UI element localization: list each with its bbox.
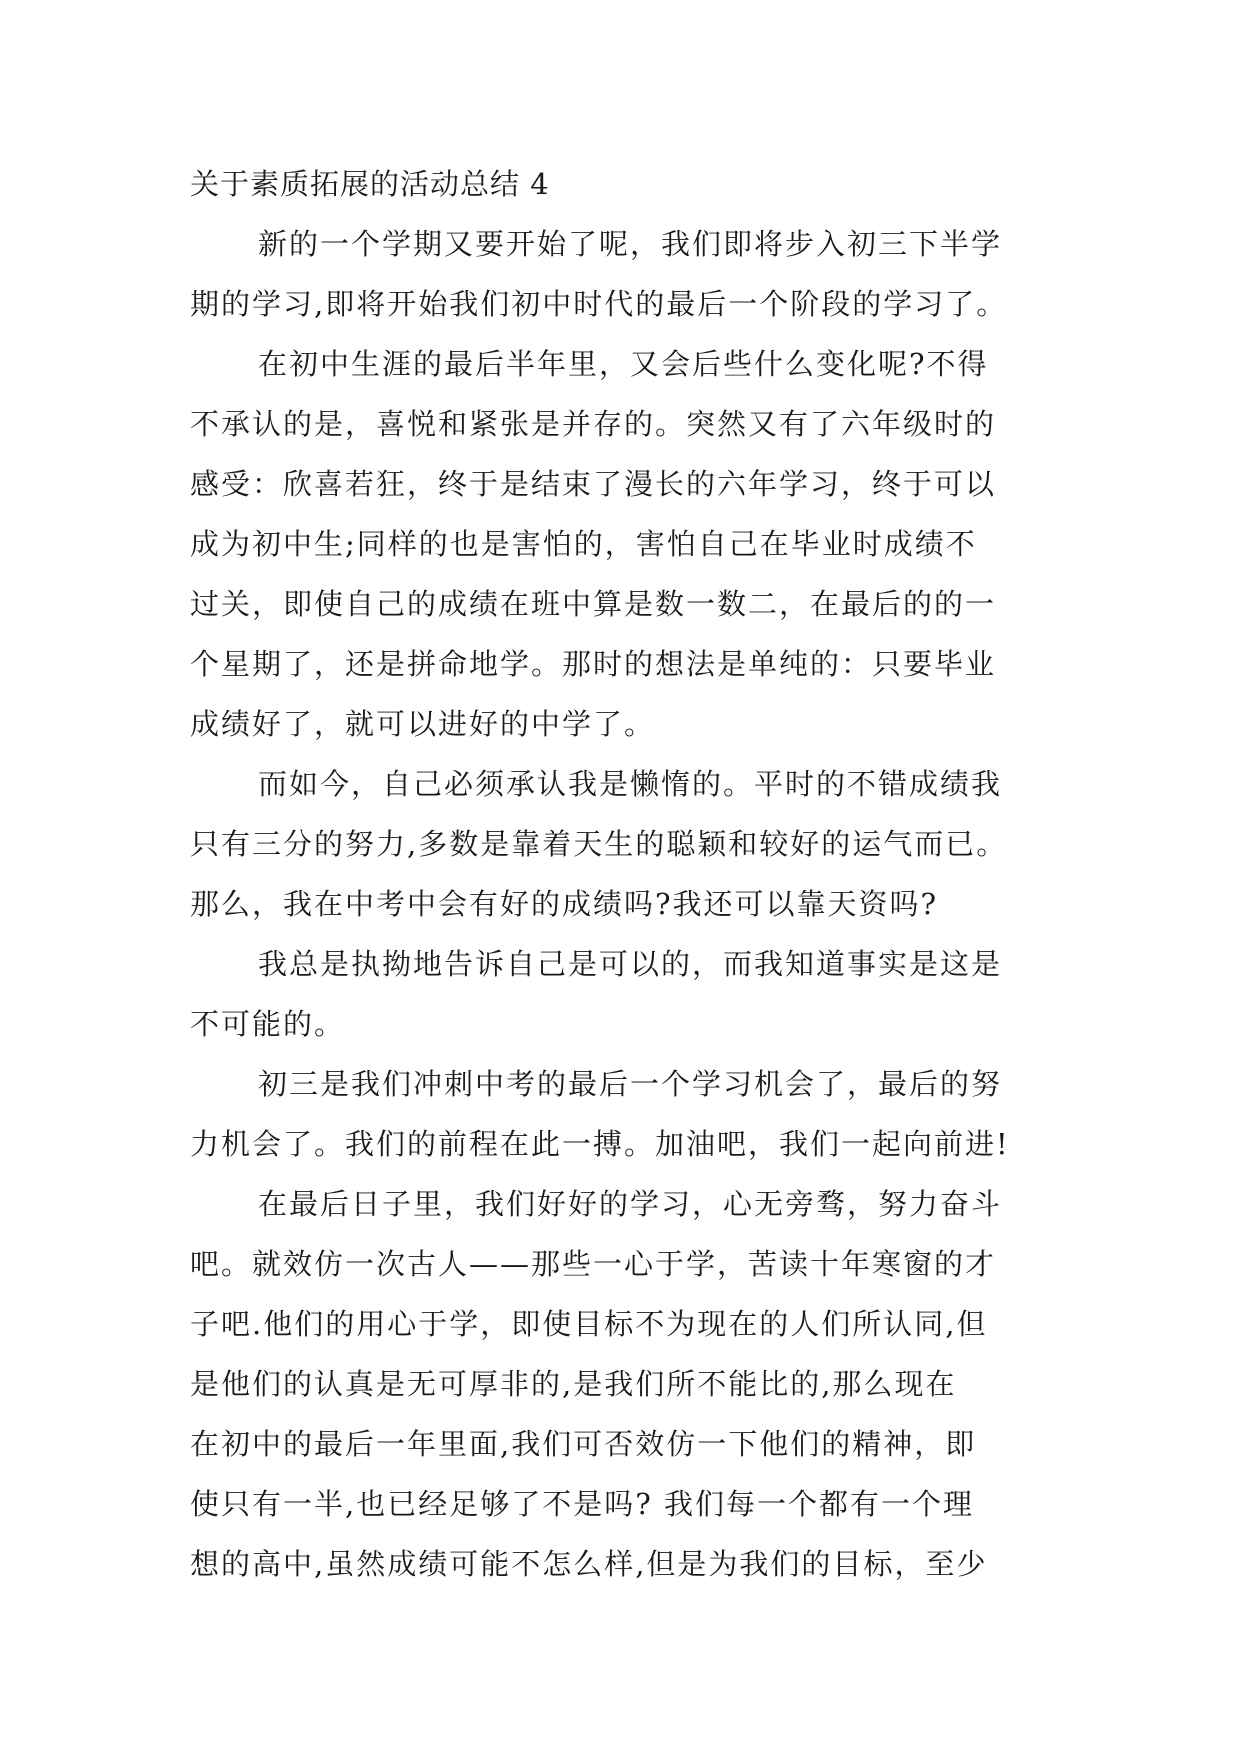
paragraph-line: 我总是执拗地告诉自己是可以的，而我知道事实是这是 xyxy=(258,947,1003,981)
paragraph-line: 力机会了。我们的前程在此一搏。加油吧，我们一起向前进! xyxy=(190,1127,1010,1161)
paragraph-line: 在最后日子里，我们好好的学习，心无旁骛，努力奋斗 xyxy=(258,1187,1003,1221)
paragraph-line: 吧。就效仿一次古人——那些一心于学，苦读十年寒窗的才 xyxy=(190,1247,997,1281)
paragraph-line: 那么，我在中考中会有好的成绩吗?我还可以靠天资吗? xyxy=(190,887,939,921)
paragraph-line: 不可能的。 xyxy=(190,1007,346,1041)
paragraph-line: 期的学习,即将开始我们初中时代的最后一个阶段的学习了。 xyxy=(190,287,1008,321)
paragraph-line: 是他们的认真是无可厚非的,是我们所不能比的,那么现在 xyxy=(190,1367,957,1401)
paragraph-line: 在初中的最后一年里面,我们可否效仿一下他们的精神，即 xyxy=(190,1427,977,1461)
paragraph-line: 新的一个学期又要开始了呢，我们即将步入初三下半学 xyxy=(258,227,1003,261)
paragraph-line: 使只有一半,也已经足够了不是吗? 我们每一个都有一个理 xyxy=(190,1487,974,1521)
paragraph-line: 感受：欣喜若狂，终于是结束了漫长的六年学习，终于可以 xyxy=(190,467,997,501)
paragraph-line: 个星期了，还是拼命地学。那时的想法是单纯的：只要毕业 xyxy=(190,647,997,681)
paragraph-line: 成绩好了，就可以进好的中学了。 xyxy=(190,707,656,741)
paragraph-line: 想的高中,虽然成绩可能不怎么样,但是为我们的目标，至少 xyxy=(190,1547,988,1581)
paragraph-line: 不承认的是，喜悦和紧张是并存的。突然又有了六年级时的 xyxy=(190,407,997,441)
paragraph-line: 在初中生涯的最后半年里，又会后些什么变化呢?不得 xyxy=(258,347,989,381)
document-body xyxy=(190,160,1050,1600)
paragraph-line: 而如今，自己必须承认我是懒惰的。平时的不错成绩我 xyxy=(258,767,1003,801)
paragraph-line: 成为初中生;同样的也是害怕的，害怕自己在毕业时成绩不 xyxy=(190,527,977,561)
paragraph-line: 过关，即使自己的成绩在班中算是数一数二，在最后的的一 xyxy=(190,587,997,621)
paragraph-line: 只有三分的努力,多数是靠着天生的聪颖和较好的运气而已。 xyxy=(190,827,1008,861)
paragraph-line: 子吧.他们的用心于学，即使目标不为现在的人们所认同,但 xyxy=(190,1307,988,1341)
document-title: 关于素质拓展的活动总结 4 xyxy=(190,167,550,201)
paragraph-line: 初三是我们冲刺中考的最后一个学习机会了，最后的努 xyxy=(258,1067,1003,1101)
